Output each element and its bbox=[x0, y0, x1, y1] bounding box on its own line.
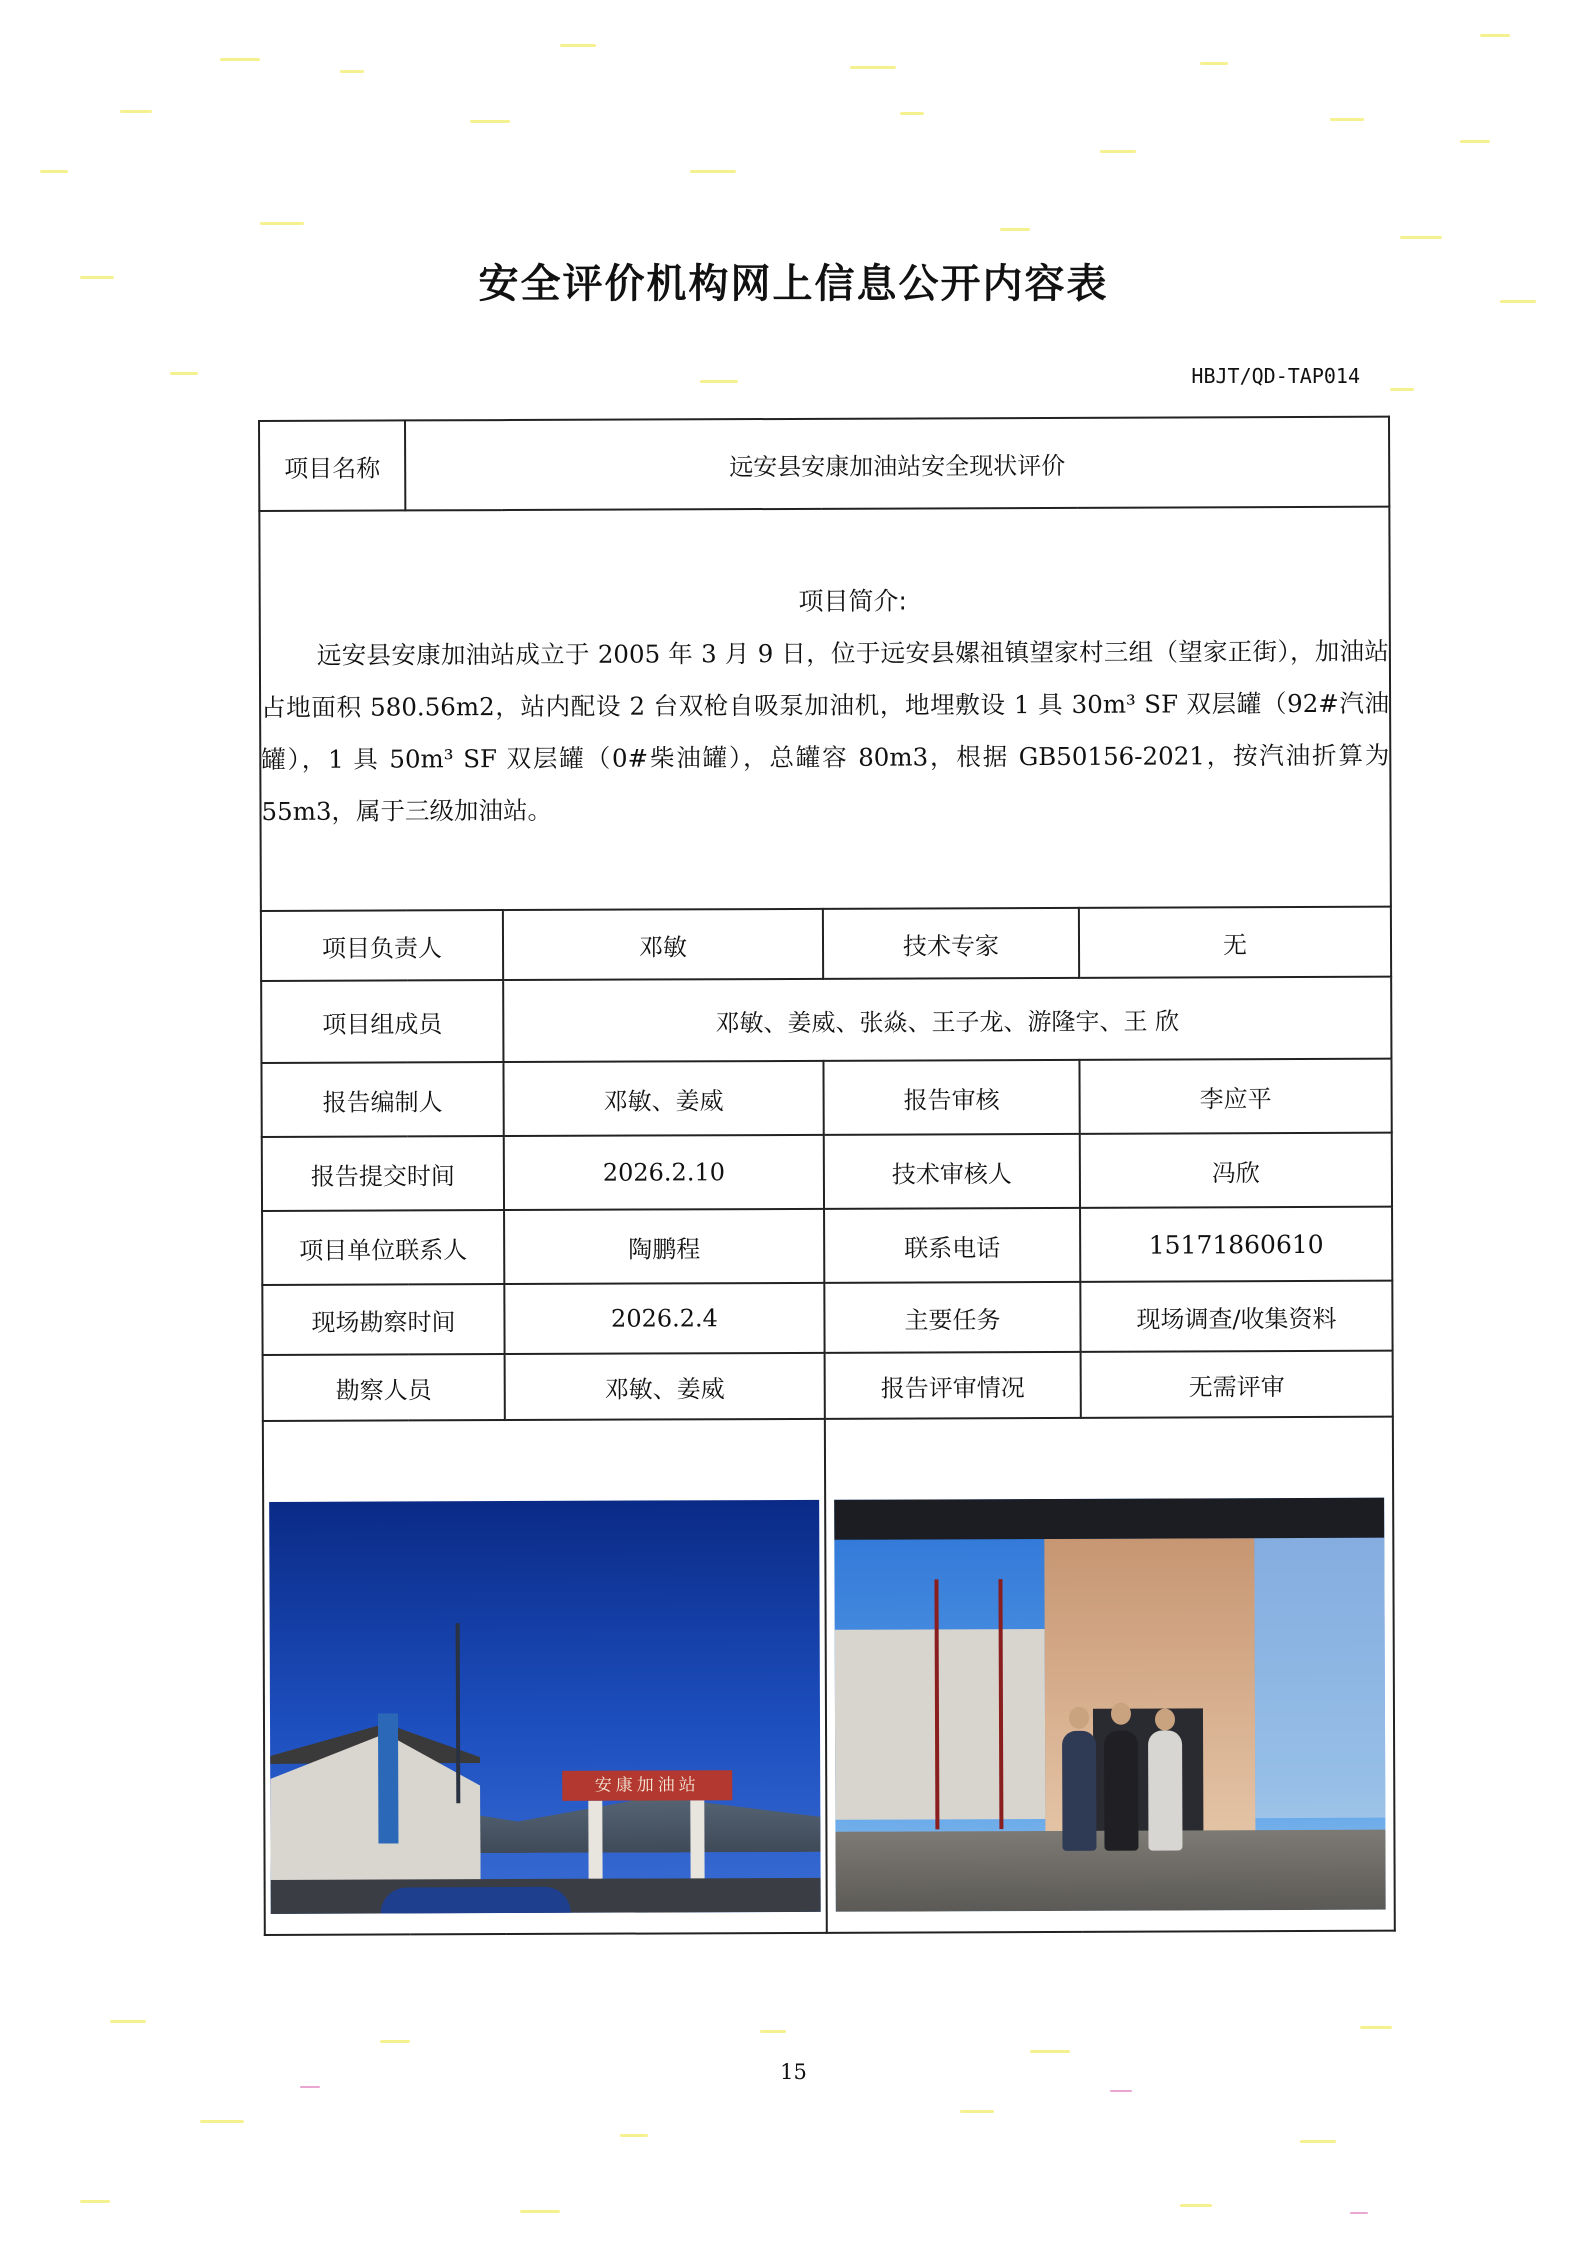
site-survey-team-photo bbox=[834, 1498, 1386, 1912]
disclosure-form-table bbox=[258, 416, 1396, 1936]
surveyors-value: 邓敏、姜威 bbox=[505, 1353, 825, 1420]
submit-time-label: 报告提交时间 bbox=[262, 1136, 504, 1211]
submit-row bbox=[262, 1133, 1392, 1211]
review-label: 报告审核 bbox=[823, 1060, 1079, 1135]
evaluation-label: 报告评审情况 bbox=[825, 1352, 1081, 1419]
compiler-value: 邓敏、姜威 bbox=[503, 1061, 823, 1136]
task-value: 现场调查/收集资料 bbox=[1080, 1281, 1392, 1352]
document-code: HBJT/QD-TAP014 bbox=[1191, 364, 1360, 388]
task-label: 主要任务 bbox=[824, 1282, 1080, 1353]
project-intro-cell bbox=[259, 507, 1391, 911]
leader-row bbox=[261, 907, 1391, 981]
compiler-label: 报告编制人 bbox=[261, 1062, 503, 1137]
evaluation-value: 无需评审 bbox=[1081, 1351, 1393, 1418]
photos-row bbox=[263, 1417, 1395, 1935]
leader-value: 邓敏 bbox=[503, 909, 823, 980]
expert-value: 无 bbox=[1079, 907, 1391, 978]
compiler-row bbox=[261, 1059, 1391, 1137]
tech-reviewer-value: 冯欣 bbox=[1080, 1133, 1392, 1208]
submit-time-value: 2026.2.10 bbox=[504, 1135, 824, 1210]
leader-label: 项目负责人 bbox=[261, 910, 503, 981]
project-name-value: 远安县安康加油站安全现状评价 bbox=[405, 417, 1389, 511]
project-intro-row bbox=[259, 507, 1391, 911]
photo-cell-right bbox=[825, 1417, 1395, 1933]
project-intro-text: 远安县安康加油站成立于 2005 年 3 月 9 日，位于远安县嫘祖镇望家村三组（望家正街），加油站占地面积 580.56m2，站内配设 2 台双枪自吸泵加油机，地埋敷设 1 具 30m³ SF 双层罐（92#汽油罐），1 具 50m³ SF 双层罐（0#柴油罐），总罐容 80m3，根据 GB50156-2021，按汽油折算为 55m3，属于三级加油站。 bbox=[261, 636, 1390, 826]
contact-row bbox=[262, 1207, 1392, 1285]
surveyors-label: 勘察人员 bbox=[263, 1354, 505, 1421]
station-sign-text: 安康加油站 bbox=[594, 1775, 700, 1796]
project-intro-label: 项目简介: bbox=[798, 586, 907, 616]
contact-label: 项目单位联系人 bbox=[262, 1210, 504, 1285]
expert-label: 技术专家 bbox=[823, 908, 1079, 979]
photo-cell-left bbox=[263, 1419, 827, 1935]
phone-value: 15171860610 bbox=[1080, 1207, 1392, 1282]
review-value: 李应平 bbox=[1079, 1059, 1391, 1134]
members-label: 项目组成员 bbox=[261, 980, 503, 1063]
survey-time-label: 现场勘察时间 bbox=[262, 1284, 504, 1355]
members-value: 邓敏、姜威、张焱、王子龙、游隆宇、王 欣 bbox=[503, 977, 1391, 1062]
page-number: 15 bbox=[780, 2060, 807, 2084]
members-row bbox=[261, 977, 1391, 1063]
project-name-row bbox=[259, 417, 1389, 511]
tech-reviewer-label: 技术审核人 bbox=[824, 1134, 1080, 1209]
survey-time-row bbox=[262, 1281, 1392, 1355]
phone-label: 联系电话 bbox=[824, 1208, 1080, 1283]
contact-value: 陶鹏程 bbox=[504, 1209, 824, 1284]
surveyors-row bbox=[263, 1351, 1393, 1421]
page-title: 安全评价机构网上信息公开内容表 bbox=[478, 261, 1109, 307]
survey-time-value: 2026.2.4 bbox=[504, 1283, 824, 1354]
project-name-label: 项目名称 bbox=[259, 420, 405, 511]
gas-station-photo bbox=[269, 1500, 821, 1914]
